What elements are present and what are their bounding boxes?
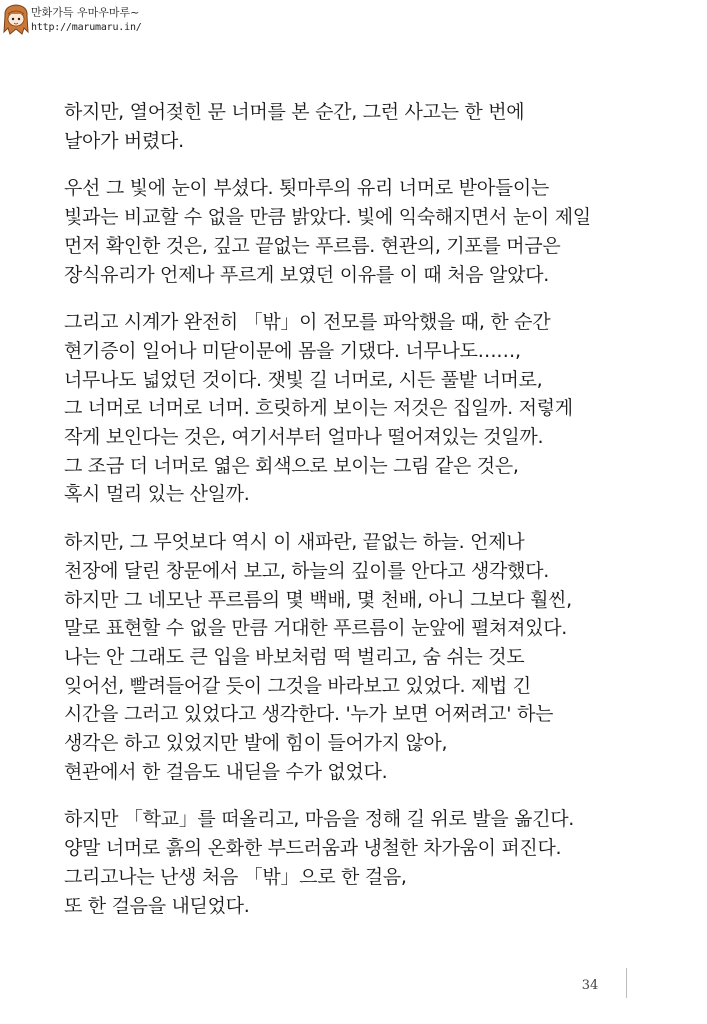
text-line: 작게 보인다는 것은, 여기서부터 얼마나 떨어져있는 것일까.	[64, 426, 544, 449]
paragraph	[64, 98, 664, 155]
mascot-icon	[2, 2, 30, 38]
text-line: 하지만, 열어젖힌 문 너머를 본 순간, 그런 사고는 한 번에	[64, 101, 525, 123]
text-line: 양말 너머로 흙의 온화한 부드러움과 냉철한 차가움이 퍼진다.	[64, 837, 562, 860]
text-line: 현기증이 일어나 미닫이문에 몸을 기댔다. 너무나도……,	[64, 339, 521, 362]
paragraph	[64, 308, 664, 509]
text-line: 날아가 버렸다.	[64, 129, 184, 152]
page-body	[64, 98, 664, 939]
text-line: 빛과는 비교할 수 없을 만큼 밝았다. 빛에 익숙해지면서 눈이 제일	[64, 206, 591, 229]
text-line: 또 한 걸음을 내딛었다.	[64, 894, 250, 917]
text-line: 생각은 하고 있었지만 발에 힘이 들어가지 않아,	[64, 732, 448, 755]
watermark	[0, 0, 150, 46]
text-line: 그리고나는 난생 처음 「밖」으로 한 걸음,	[64, 865, 407, 888]
text-line: 그 조금 더 너머로 엷은 회색으로 보이는 그림 같은 것은,	[64, 454, 519, 477]
text-line: 말로 표현할 수 없을 만큼 거대한 푸르름이 눈앞에 펼쳐져있다.	[64, 617, 568, 640]
text-line: 우선 그 빛에 눈이 부셨다. 툇마루의 유리 너머로 받아들이는	[64, 177, 549, 200]
page-number-divider	[626, 968, 627, 998]
text-line: 현관에서 한 걸음도 내딛을 수가 없었다.	[64, 760, 388, 783]
text-line: 천장에 달린 창문에서 보고, 하늘의 깊이를 안다고 생각했다.	[64, 559, 549, 582]
watermark-url: http://marumaru.in/	[31, 22, 142, 33]
text-line: 하지만, 그 무엇보다 역시 이 새파란, 끝없는 하늘. 언제나	[64, 531, 525, 554]
paragraph	[64, 174, 664, 289]
text-line: 장식유리가 언제나 푸르게 보였던 이유를 이 때 처음 알았다.	[64, 263, 549, 286]
text-line: 하지만 「학교」를 떠올리고, 마음을 정해 길 위로 발을 옮긴다.	[64, 808, 575, 831]
watermark-title: 만화가득 우마우마루~	[31, 6, 140, 19]
text-line: 그 너머로 너머로 너머. 흐릿하게 보이는 저것은 집일까. 저렇게	[64, 397, 573, 420]
paragraph	[64, 805, 664, 920]
text-line: 잊어선, 빨려들어갈 듯이 그것을 바라보고 있었다. 제법 긴	[64, 674, 531, 697]
text-line: 혹시 멀리 있는 산일까.	[64, 483, 250, 506]
text-line: 시간을 그러고 있었다고 생각한다. '누가 보면 어쩌려고' 하는	[64, 703, 554, 726]
text-line: 하지만 그 네모난 푸르름의 몇 백배, 몇 천배, 아니 그보다 훨씬,	[64, 588, 572, 611]
page-number: 34	[581, 978, 599, 993]
text-line: 그리고 시계가 완전히 「밖」이 전모를 파악했을 때, 한 순간	[64, 311, 551, 334]
paragraph	[64, 528, 664, 786]
text-line: 너무나도 넓었던 것이다. 잿빛 길 너머로, 시든 풀밭 너머로,	[64, 368, 543, 391]
text-line: 나는 안 그래도 큰 입을 바보처럼 떡 벌리고, 숨 쉬는 것도	[64, 645, 525, 668]
text-line: 먼저 확인한 것은, 깊고 끝없는 푸르름. 현관의, 기포를 머금은	[64, 234, 561, 257]
